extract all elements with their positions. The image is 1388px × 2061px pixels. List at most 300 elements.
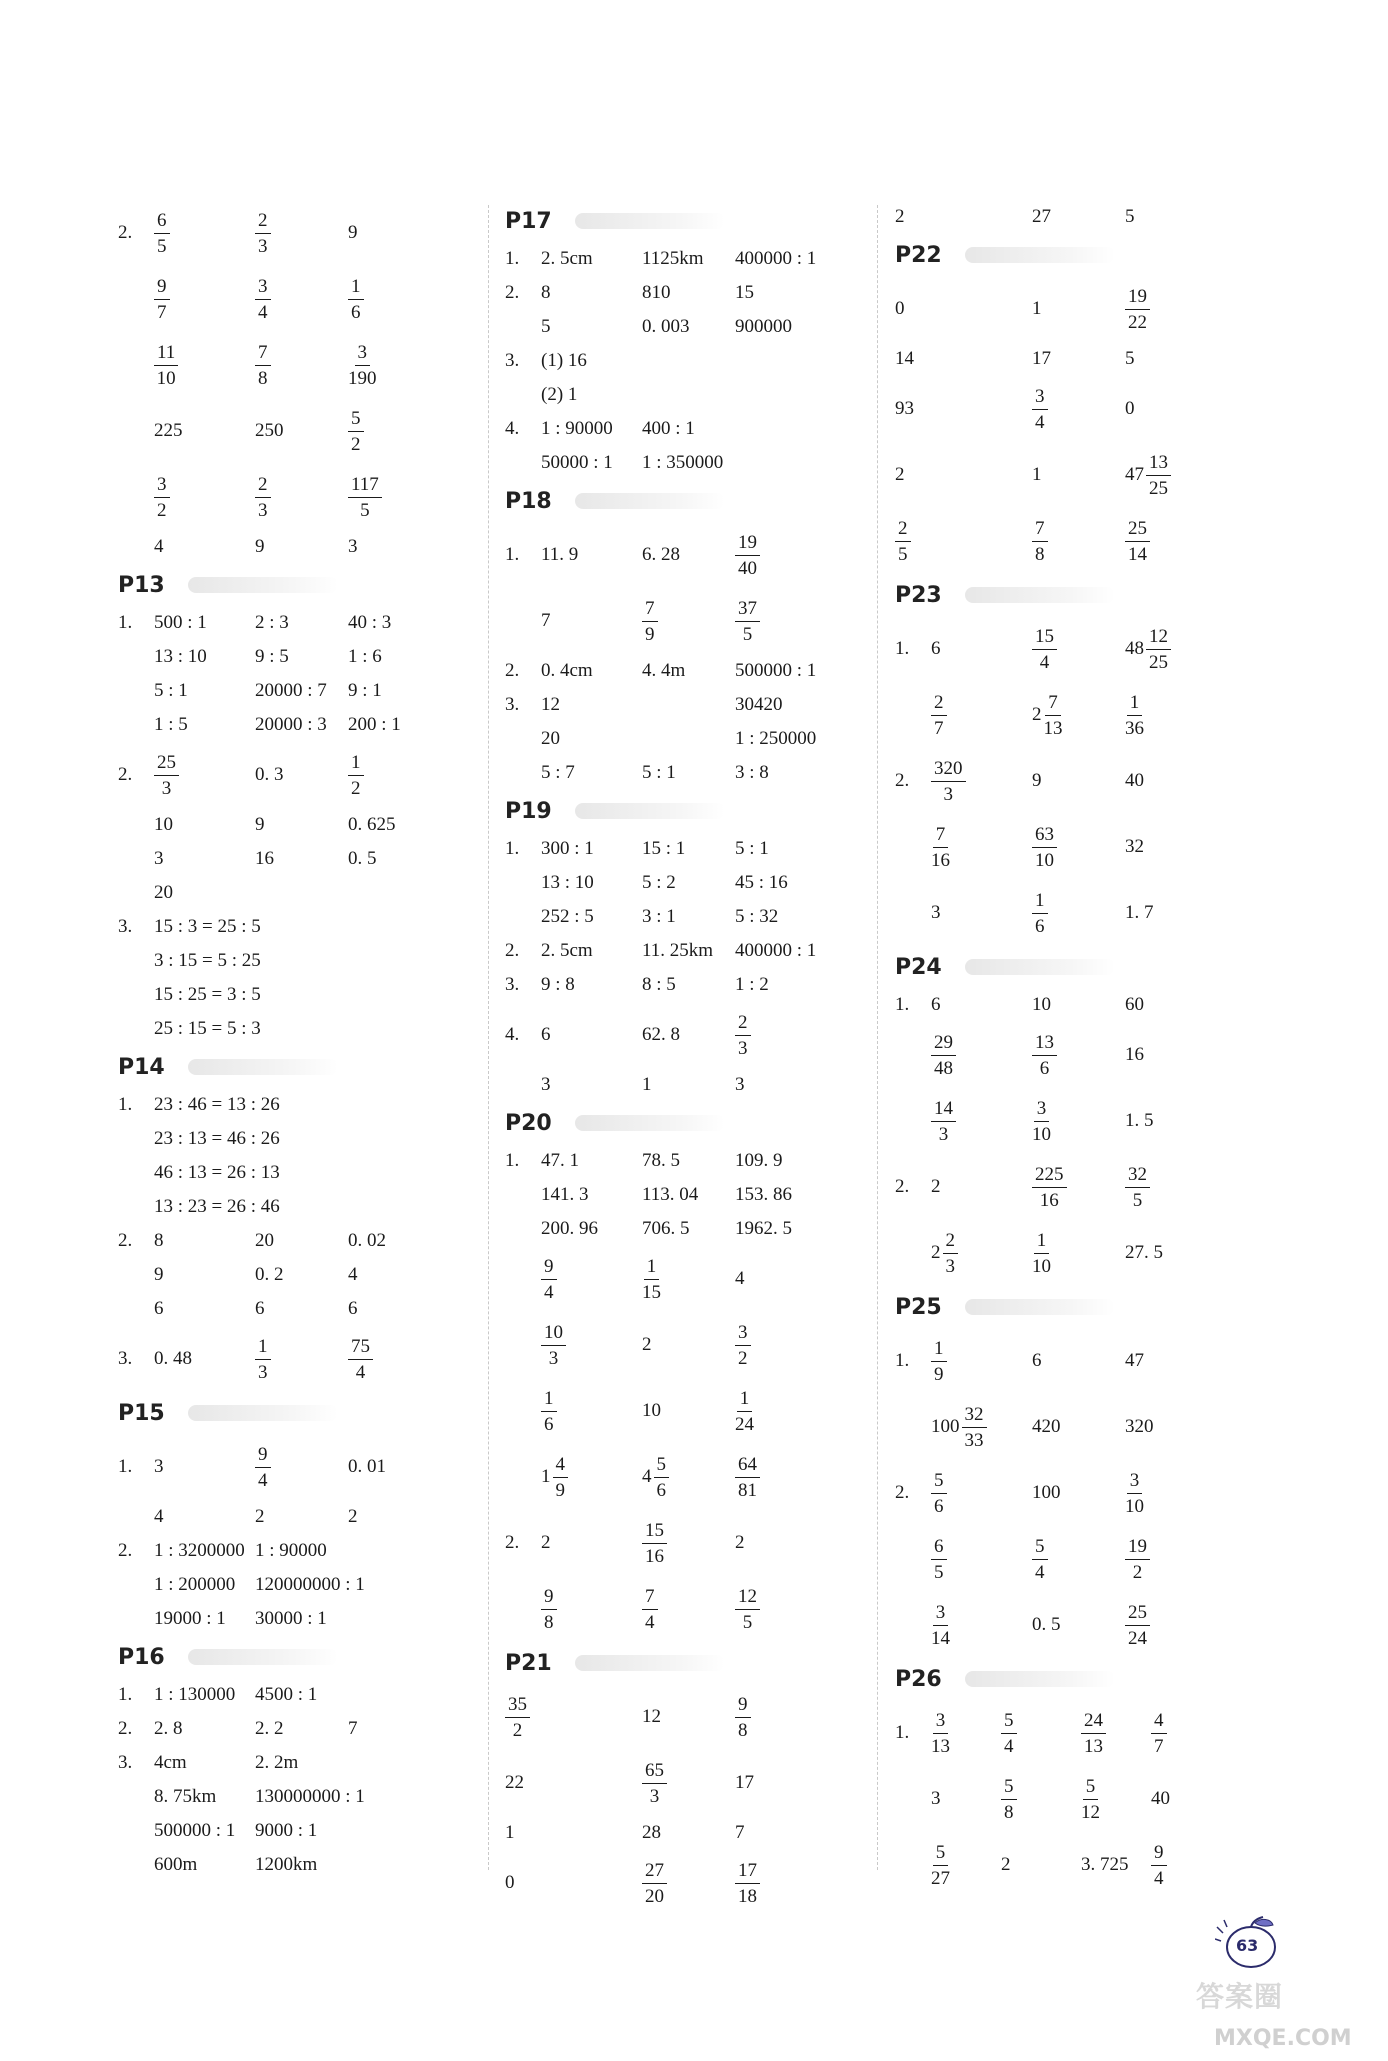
answer-value: 400000 : 1: [735, 940, 817, 961]
answer-value: 6: [931, 994, 941, 1015]
fraction-denominator: 5: [1132, 1189, 1143, 1211]
fraction-denominator: 15: [642, 1281, 661, 1303]
answer-row: [505, 522, 865, 588]
fraction: [735, 1013, 751, 1058]
answer-value: 0. 4cm: [541, 660, 593, 681]
answer-row: [118, 1534, 478, 1568]
fraction-numerator: 75: [348, 1337, 373, 1360]
fraction-denominator: 4: [645, 1611, 655, 1633]
fraction: [735, 533, 760, 578]
fraction-denominator: 13: [931, 1735, 950, 1757]
answer-row: [505, 1510, 865, 1576]
answer-row: [118, 464, 478, 530]
fraction-numerator: 2: [255, 211, 271, 234]
section-heading-band: [188, 1059, 338, 1075]
fraction-numerator: 1: [348, 753, 364, 776]
answer-value: 0. 02: [348, 1230, 386, 1251]
answer-value: 120000000 : 1: [255, 1574, 365, 1595]
fraction: [1081, 1777, 1100, 1822]
fraction-numerator: 4: [1151, 1711, 1167, 1734]
answer-value: [154, 343, 178, 388]
fraction-denominator: 9: [555, 1479, 565, 1501]
fraction-numerator: 9: [541, 1587, 557, 1610]
question-number: 4.: [505, 1024, 520, 1045]
answer-value: 20: [541, 728, 560, 749]
fraction-numerator: 1: [1034, 1231, 1050, 1254]
fraction: [931, 693, 947, 738]
answer-value: 3: [541, 1074, 551, 1095]
section-heading: [118, 1046, 478, 1088]
fraction: [1044, 693, 1063, 738]
section-title: P18: [505, 488, 552, 514]
answer-value: [931, 1603, 950, 1648]
answer-row: [895, 748, 1255, 814]
mixed-number-whole: 100: [931, 1416, 960, 1437]
fraction-denominator: 5: [898, 543, 908, 565]
answer-row: [505, 1378, 865, 1444]
answer-value: [255, 211, 271, 256]
question-number: 2.: [118, 764, 133, 785]
fraction-numerator: 5: [931, 1471, 947, 1494]
question-number: 1.: [118, 612, 133, 633]
answer-value: (2) 1: [541, 384, 578, 405]
answer-row: [118, 842, 478, 876]
fraction-denominator: 8: [1035, 543, 1045, 565]
fraction: [1151, 1843, 1167, 1888]
fraction-denominator: 9: [645, 623, 655, 645]
answer-row: [505, 756, 865, 790]
question-number: 3.: [118, 1348, 133, 1369]
fraction-denominator: 5: [934, 1561, 944, 1583]
answer-value: [931, 759, 966, 804]
answer-value: 1 : 250000: [735, 728, 817, 749]
fraction-denominator: 8: [738, 1719, 748, 1741]
fraction: [1032, 627, 1057, 672]
answer-row: [118, 1814, 478, 1848]
answer-value: [642, 1587, 658, 1632]
answer-value: 200 : 1: [348, 714, 401, 735]
fraction: [931, 825, 950, 870]
answer-row: [895, 814, 1255, 880]
fraction-denominator: 3: [738, 1037, 748, 1059]
fraction: [1001, 1777, 1017, 1822]
answer-value: 0. 003: [642, 316, 690, 337]
section-heading: [895, 1658, 1255, 1700]
fraction: [931, 1471, 947, 1516]
fraction: [1032, 1165, 1067, 1210]
fraction-denominator: 81: [738, 1479, 757, 1501]
answer-row: [118, 808, 478, 842]
answer-value: 2. 5cm: [541, 248, 593, 269]
fraction-numerator: 7: [642, 1587, 658, 1610]
fraction-numerator: 24: [1081, 1711, 1106, 1734]
fraction-denominator: 13: [1084, 1735, 1103, 1757]
answer-value: 6: [1032, 1350, 1042, 1371]
fraction-denominator: 6: [1035, 915, 1045, 937]
answer-value: [642, 599, 658, 644]
answer-row: [505, 722, 865, 756]
answer-value: 27. 5: [1125, 1242, 1163, 1263]
answer-value: [1125, 1537, 1150, 1582]
fraction-numerator: 19: [735, 533, 760, 556]
fraction-numerator: 63: [1032, 825, 1057, 848]
answer-value: [931, 1033, 956, 1078]
answer-row: [118, 1434, 478, 1500]
answer-value: 4: [348, 1264, 358, 1285]
question-number: 3.: [505, 350, 520, 371]
answer-value: [154, 753, 179, 798]
answer-value: [1081, 1711, 1106, 1756]
answer-value: 4: [154, 536, 164, 557]
fraction-numerator: 65: [642, 1761, 667, 1784]
fraction-denominator: 22: [1128, 311, 1147, 333]
section-heading: [505, 200, 865, 242]
answer-value: 2 : 3: [255, 612, 289, 633]
answer-value: 7: [735, 1822, 745, 1843]
fraction-denominator: 4: [1039, 651, 1050, 673]
answer-value: 252 : 5: [541, 906, 594, 927]
fraction-denominator: 6: [351, 301, 361, 323]
answer-value: [154, 211, 170, 256]
answer-value: 1: [505, 1822, 515, 1843]
fraction-denominator: 14: [931, 1627, 950, 1649]
answer-value: 0: [895, 298, 905, 319]
question-number: 2.: [118, 1230, 133, 1251]
answer-row: [895, 1592, 1255, 1658]
fraction: [255, 343, 271, 388]
fraction-numerator: 1: [737, 1389, 753, 1412]
question-number: 2.: [505, 940, 520, 961]
fraction-numerator: 25: [154, 753, 179, 776]
fraction-denominator: 10: [1032, 1123, 1051, 1145]
answer-value: 900000: [735, 316, 792, 337]
answer-row: [505, 1178, 865, 1212]
watermark-site: MXQE.COM: [1214, 2026, 1352, 2051]
answer-value: 9: [255, 536, 265, 557]
section-heading-band: [575, 213, 725, 229]
answer-value: [348, 409, 364, 454]
fraction: [642, 1587, 658, 1632]
section-heading: [895, 574, 1255, 616]
section-heading-band: [188, 577, 338, 593]
fraction: [348, 475, 382, 520]
answer-value: 4cm: [154, 1752, 187, 1773]
fraction: [1125, 1471, 1144, 1516]
section-heading: [118, 1636, 478, 1678]
section-heading-band: [575, 1115, 725, 1131]
fraction: [1125, 693, 1144, 738]
question-number: 2.: [118, 222, 133, 243]
answer-value: 5: [1125, 206, 1135, 227]
answer-value: [931, 1843, 950, 1888]
answer-row: [118, 530, 478, 564]
answer-value: 141. 3: [541, 1184, 589, 1205]
answer-value: [541, 1587, 557, 1632]
answer-value: [1001, 1777, 1017, 1822]
answer-value: 60: [1125, 994, 1144, 1015]
answer-row: [118, 910, 478, 944]
answer-value: 46 : 13 = 26 : 13: [154, 1162, 280, 1183]
answer-value: 6: [348, 1298, 358, 1319]
answer-value: [154, 475, 170, 520]
answer-value: 0. 5: [1032, 1614, 1061, 1635]
answer-value: 9: [348, 222, 358, 243]
answer-value: 10: [642, 1400, 661, 1421]
fraction-numerator: 1: [255, 1337, 271, 1360]
answer-row: [895, 376, 1255, 442]
fraction-numerator: 13: [1146, 453, 1171, 476]
watermark-logo: 答案圈: [1196, 1980, 1284, 2013]
answer-row: [505, 588, 865, 654]
fraction-denominator: 7: [1154, 1735, 1164, 1757]
fraction-denominator: 25: [1149, 477, 1168, 499]
answer-value: 1125km: [642, 248, 704, 269]
fraction-denominator: 40: [738, 557, 757, 579]
answer-value: [931, 1231, 958, 1276]
fraction: [1032, 1537, 1048, 1582]
fraction-denominator: 20: [645, 1885, 664, 1907]
answer-value: 8 : 5: [642, 974, 676, 995]
answer-row: [505, 1212, 865, 1246]
answer-value: 113. 04: [642, 1184, 699, 1205]
answer-row: [895, 1832, 1255, 1898]
fraction-numerator: 5: [1083, 1777, 1099, 1800]
answer-value: [505, 1695, 530, 1740]
fraction-numerator: 1: [644, 1257, 660, 1280]
answer-value: [735, 599, 760, 644]
mixed-number-whole: 1: [541, 1466, 551, 1487]
section-title: P16: [118, 1644, 165, 1670]
fraction: [642, 599, 658, 644]
fraction: [1151, 1711, 1167, 1756]
section-title: P15: [118, 1400, 165, 1426]
fraction-denominator: 2: [1132, 1561, 1143, 1583]
answer-value: [1032, 693, 1063, 738]
answer-value: 0. 2: [255, 1264, 284, 1285]
fraction-numerator: 7: [1032, 519, 1048, 542]
fraction-numerator: 12: [735, 1587, 760, 1610]
fraction: [154, 343, 178, 388]
answer-value: [1125, 1165, 1150, 1210]
page-number: 63: [1236, 1936, 1259, 1955]
section-title: P17: [505, 208, 552, 234]
fraction-numerator: 6: [154, 211, 170, 234]
answer-value: [1032, 519, 1048, 564]
answer-value: [1032, 1165, 1067, 1210]
answer-column: [118, 200, 478, 1882]
fraction: [255, 475, 271, 520]
answer-value: 3: [931, 902, 941, 923]
fraction-denominator: 2: [512, 1719, 523, 1741]
question-number: 3.: [505, 974, 520, 995]
fraction-denominator: 3: [945, 1255, 955, 1277]
answer-row: [505, 1002, 865, 1068]
answer-value: 2. 8: [154, 1718, 183, 1739]
fraction-denominator: 13: [1043, 717, 1063, 739]
answer-value: 1 : 90000: [255, 1540, 327, 1561]
answer-value: 3: [348, 536, 358, 557]
fraction-numerator: 9: [541, 1257, 557, 1280]
question-number: 1.: [895, 1350, 910, 1371]
answer-value: 20: [255, 1230, 274, 1251]
fraction-numerator: 7: [642, 599, 658, 622]
answer-row: [505, 654, 865, 688]
fraction-denominator: 2: [351, 777, 361, 799]
answer-row: [118, 606, 478, 640]
fraction-numerator: 2: [943, 1231, 959, 1254]
fraction-numerator: 4: [553, 1455, 569, 1478]
answer-value: 2: [255, 1506, 265, 1527]
answer-value: 5 : 1: [735, 838, 769, 859]
answer-value: 10: [1032, 994, 1051, 1015]
answer-value: [1125, 1603, 1150, 1648]
answer-value: 23 : 46 = 13 : 26: [154, 1094, 280, 1115]
answer-value: 4500 : 1: [255, 1684, 318, 1705]
fraction-numerator: 11: [154, 343, 178, 366]
question-number: 1.: [895, 994, 910, 1015]
answer-value: 30000 : 1: [255, 1608, 327, 1629]
answer-value: 22: [505, 1772, 524, 1793]
answer-value: 3. 725: [1081, 1854, 1129, 1875]
answer-row: [118, 1602, 478, 1636]
answer-row: [895, 442, 1255, 508]
mixed-number-whole: 48: [1125, 638, 1144, 659]
fraction-denominator: 16: [1039, 1189, 1059, 1211]
answer-value: [735, 1013, 751, 1058]
answer-row: [118, 1326, 478, 1392]
answer-value: 2: [1001, 1854, 1011, 1875]
fraction: [541, 1257, 557, 1302]
answer-row: [118, 742, 478, 808]
answer-value: [348, 753, 364, 798]
question-number: 1.: [505, 248, 520, 269]
answer-value: 1 : 90000: [541, 418, 613, 439]
answer-value: 15: [735, 282, 754, 303]
fraction: [962, 1405, 987, 1450]
answer-column: [895, 200, 1255, 1898]
mixed-number-whole: 2: [1032, 704, 1042, 725]
fraction-numerator: 117: [348, 475, 382, 498]
answer-row: [505, 276, 865, 310]
fraction: [1125, 1537, 1150, 1582]
answer-value: 3: [735, 1074, 745, 1095]
answer-row: [505, 900, 865, 934]
fraction-denominator: 33: [964, 1429, 984, 1451]
fraction-numerator: 14: [931, 1099, 956, 1122]
fraction: [541, 1389, 557, 1434]
section-heading-band: [965, 587, 1115, 603]
answer-row: [118, 674, 478, 708]
answer-value: 11. 25km: [642, 940, 714, 961]
fraction-denominator: 6: [1039, 1057, 1050, 1079]
answer-row: [118, 1500, 478, 1534]
answer-value: [931, 1099, 956, 1144]
fraction: [895, 519, 911, 564]
fraction-denominator: 4: [544, 1281, 554, 1303]
fraction-denominator: 5: [742, 1611, 753, 1633]
fraction: [154, 211, 170, 256]
answer-value: [348, 1337, 373, 1382]
section-heading: [895, 1286, 1255, 1328]
answer-value: [1032, 627, 1057, 672]
answer-value: [735, 1455, 760, 1500]
answer-row: [118, 708, 478, 742]
answer-value: 15 : 25 = 3 : 5: [154, 984, 261, 1005]
section-heading: [505, 1102, 865, 1144]
fraction-numerator: 64: [735, 1455, 760, 1478]
fraction-denominator: 3: [258, 235, 268, 257]
fraction-numerator: 9: [154, 277, 170, 300]
fraction-denominator: 4: [258, 1469, 268, 1491]
question-number: 2.: [505, 660, 520, 681]
mixed-number-whole: 4: [642, 1466, 652, 1487]
answer-value: 500 : 1: [154, 612, 207, 633]
answer-row: [505, 1576, 865, 1642]
answer-value: 15 : 3 = 25 : 5: [154, 916, 261, 937]
question-number: 1.: [118, 1456, 133, 1477]
section-heading: [505, 790, 865, 832]
fraction: [348, 277, 364, 322]
answer-value: [541, 1455, 568, 1500]
fraction: [553, 1455, 569, 1500]
answer-value: [255, 1337, 271, 1382]
fraction-denominator: 3: [258, 499, 268, 521]
fraction-denominator: 3: [938, 1123, 949, 1145]
fraction-denominator: 16: [931, 849, 950, 871]
fraction-denominator: 8: [1004, 1801, 1014, 1823]
fraction: [1146, 453, 1171, 498]
answer-row: [895, 988, 1255, 1022]
fraction: [735, 599, 760, 644]
answer-value: 4. 4m: [642, 660, 686, 681]
answer-value: 9 : 5: [255, 646, 289, 667]
fraction-denominator: 24: [1128, 1627, 1147, 1649]
answer-value: [348, 277, 364, 322]
answer-row: [118, 1848, 478, 1882]
fraction: [735, 1695, 751, 1740]
fraction-numerator: 225: [1032, 1165, 1067, 1188]
question-number: 1.: [505, 544, 520, 565]
answer-value: 23 : 13 = 46 : 26: [154, 1128, 280, 1149]
fraction: [1125, 519, 1150, 564]
answer-value: 40: [1151, 1788, 1170, 1809]
answer-row: [118, 978, 478, 1012]
answer-value: 3: [154, 1456, 164, 1477]
answer-value: 420: [1032, 1416, 1061, 1437]
answer-row: [118, 332, 478, 398]
answer-value: [1032, 387, 1048, 432]
answer-value: [541, 1389, 557, 1434]
fraction: [931, 1537, 947, 1582]
answer-value: [1032, 1099, 1051, 1144]
answer-value: 12: [642, 1706, 661, 1727]
answer-value: [1125, 287, 1150, 332]
fraction-denominator: 5: [742, 623, 753, 645]
answer-row: [505, 412, 865, 446]
fraction-denominator: 14: [1128, 543, 1147, 565]
answer-value: 2: [541, 1532, 551, 1553]
fraction-denominator: 7: [934, 717, 944, 739]
answer-value: [735, 1695, 751, 1740]
answer-value: 32: [1125, 836, 1144, 857]
answer-row: [895, 276, 1255, 342]
section-title: P14: [118, 1054, 165, 1080]
fraction-numerator: 32: [962, 1405, 987, 1428]
answer-value: 1200km: [255, 1854, 318, 1875]
fraction-numerator: 9: [255, 1445, 271, 1468]
fraction: [1125, 1603, 1150, 1648]
question-number: 2.: [895, 1176, 910, 1197]
